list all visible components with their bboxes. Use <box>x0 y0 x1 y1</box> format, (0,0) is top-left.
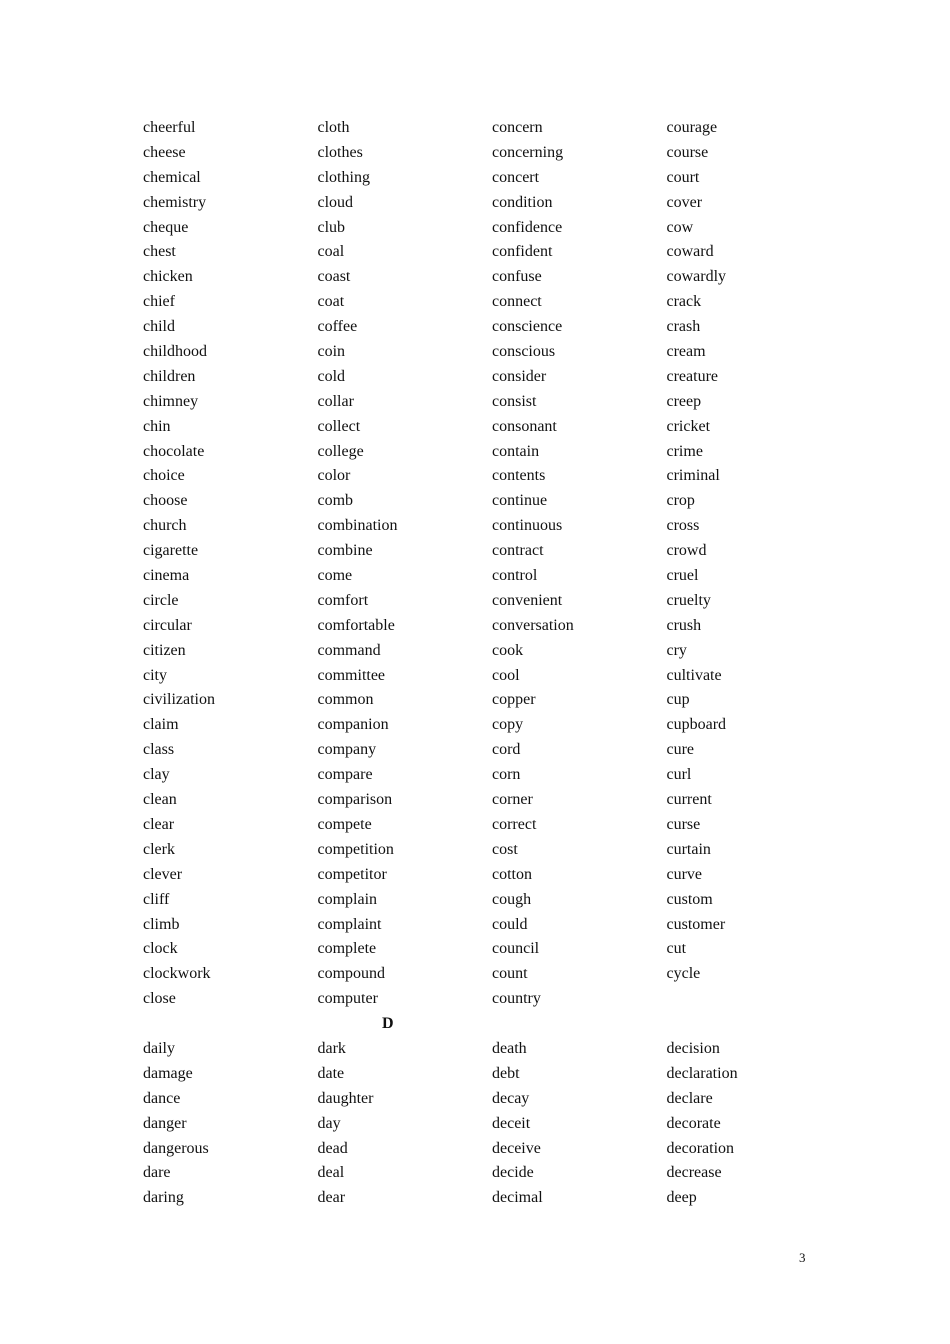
word-entry: clothes <box>317 143 363 161</box>
word-entry: committee <box>317 666 386 684</box>
word-entry: compete <box>317 815 372 833</box>
word-entry: clean <box>143 791 177 809</box>
word-entry: cultivate <box>666 666 722 684</box>
word-entry: condition <box>492 193 553 211</box>
word-entry: consider <box>492 367 547 385</box>
word-entry: deceive <box>492 1139 541 1157</box>
word-entry: court <box>666 168 700 186</box>
word-entry: cupboard <box>666 716 727 734</box>
word-entry: clerk <box>143 840 175 858</box>
word-entry: comparison <box>317 791 393 809</box>
word-entry: cheerful <box>143 119 196 136</box>
word-entry: decorate <box>666 1114 721 1132</box>
word-entry: crop <box>666 492 695 510</box>
word-list-d <box>143 1037 841 1211</box>
word-entry: complaint <box>317 915 382 933</box>
word-entry: close <box>143 990 176 1008</box>
word-entry: correct <box>492 815 537 833</box>
word-entry: cough <box>492 890 532 908</box>
word-entry: current <box>666 791 712 809</box>
word-entry: cheque <box>143 218 189 236</box>
word-entry: chief <box>143 293 175 311</box>
word-entry: clay <box>143 766 170 784</box>
word-entry: conscience <box>492 318 563 336</box>
word-entry: dark <box>317 1040 346 1057</box>
word-entry: daily <box>143 1040 175 1057</box>
word-entry: decay <box>492 1089 530 1107</box>
word-entry: dead <box>317 1139 348 1157</box>
word-entry: circular <box>143 616 192 634</box>
word-entry: claim <box>143 716 179 734</box>
word-entry: contents <box>492 467 546 485</box>
word-entry: country <box>492 990 541 1008</box>
word-entry: coin <box>317 343 346 361</box>
word-list-c <box>143 116 841 1012</box>
word-entry: choose <box>143 492 188 510</box>
word-entry: cowardly <box>666 268 727 286</box>
word-entry: cup <box>666 691 690 709</box>
word-entry: conscious <box>492 343 556 361</box>
word-entry: concerning <box>492 143 564 161</box>
word-entry: confidence <box>492 218 563 236</box>
word-entry: color <box>317 467 351 485</box>
word-entry: concern <box>492 119 543 136</box>
word-entry: contract <box>492 542 544 560</box>
word-entry: cheese <box>143 143 186 161</box>
word-entry: citizen <box>143 641 186 659</box>
page-number: 3 <box>799 1250 806 1265</box>
word-column-2 <box>318 1037 493 1211</box>
word-entry: cold <box>317 367 346 385</box>
word-entry: compound <box>317 965 386 983</box>
word-entry: children <box>143 367 196 385</box>
word-entry: college <box>317 442 364 460</box>
word-column-3 <box>492 116 667 1012</box>
word-entry: compare <box>317 766 373 784</box>
word-entry: collect <box>317 417 361 435</box>
word-entry: command <box>317 641 381 659</box>
word-entry: concert <box>492 168 540 186</box>
word-entry: continuous <box>492 517 563 535</box>
word-entry: choice <box>143 467 185 485</box>
word-entry: creature <box>666 367 719 385</box>
word-entry: consist <box>492 392 537 410</box>
word-entry: cow <box>666 218 694 236</box>
word-entry: chimney <box>143 392 199 410</box>
word-entry: cut <box>666 940 687 958</box>
word-entry: competition <box>317 840 394 858</box>
word-entry: daughter <box>317 1089 374 1107</box>
word-entry: crush <box>666 616 702 634</box>
word-entry: cruel <box>666 567 699 585</box>
word-entry: customer <box>666 915 726 933</box>
word-column-1 <box>143 1037 318 1211</box>
word-entry: cinema <box>143 567 190 585</box>
word-entry: daring <box>143 1189 184 1207</box>
word-entry: curtain <box>666 840 711 858</box>
word-entry: creep <box>666 392 702 410</box>
word-entry: class <box>143 741 175 759</box>
word-entry: cry <box>666 641 687 659</box>
word-entry: clockwork <box>143 965 211 983</box>
word-entry: debt <box>492 1064 520 1082</box>
word-entry: could <box>492 915 528 933</box>
word-entry: chicken <box>143 268 193 286</box>
word-entry: count <box>492 965 528 983</box>
word-entry: crack <box>666 293 702 311</box>
word-entry: courage <box>666 119 718 136</box>
word-entry: curse <box>666 815 701 833</box>
word-entry: criminal <box>666 467 720 485</box>
word-entry: cost <box>492 840 518 858</box>
word-entry: connect <box>492 293 542 311</box>
word-entry: damage <box>143 1064 193 1082</box>
word-entry: crime <box>666 442 703 460</box>
word-entry: deceit <box>492 1114 531 1132</box>
word-entry: date <box>317 1064 345 1082</box>
word-entry: decoration <box>666 1139 735 1157</box>
word-entry: danger <box>143 1114 187 1132</box>
word-entry: comfortable <box>317 616 395 634</box>
word-entry: day <box>317 1114 341 1132</box>
word-column-2 <box>318 116 493 1012</box>
word-entry: chest <box>143 243 176 261</box>
word-entry: church <box>143 517 187 535</box>
word-entry: curl <box>666 766 692 784</box>
word-entry: corn <box>492 766 521 784</box>
word-entry: coat <box>317 293 345 311</box>
word-entry: deep <box>666 1189 697 1207</box>
word-column-4 <box>667 116 842 1012</box>
word-entry: combine <box>317 542 373 560</box>
word-entry: confuse <box>492 268 542 286</box>
word-entry: continue <box>492 492 548 510</box>
word-entry: come <box>317 567 353 585</box>
word-entry: cloud <box>317 193 354 211</box>
word-column-1 <box>143 116 318 1012</box>
word-entry: competitor <box>317 865 387 883</box>
word-column-4 <box>667 1037 842 1211</box>
word-entry: dare <box>143 1164 171 1182</box>
word-entry: crowd <box>666 542 707 560</box>
word-entry: conversation <box>492 616 574 634</box>
word-entry: consonant <box>492 417 557 435</box>
word-entry: company <box>317 741 377 759</box>
word-entry: computer <box>317 990 378 1008</box>
word-column-3 <box>492 1037 667 1211</box>
word-entry: clear <box>143 815 175 833</box>
word-entry: cream <box>666 343 706 361</box>
word-entry: deal <box>317 1164 345 1182</box>
word-entry: curve <box>666 865 703 883</box>
word-entry: cook <box>492 641 524 659</box>
word-entry: circle <box>143 591 179 609</box>
word-entry: civilization <box>143 691 215 709</box>
word-entry: climb <box>143 915 180 933</box>
word-entry: cotton <box>492 865 532 883</box>
word-entry: chin <box>143 417 171 435</box>
word-entry: coal <box>317 243 345 261</box>
word-entry: combination <box>317 517 398 535</box>
word-entry: dear <box>317 1189 346 1207</box>
word-entry: chemistry <box>143 193 207 211</box>
word-entry: complete <box>317 940 377 958</box>
word-entry: cool <box>492 666 520 684</box>
word-entry: dangerous <box>143 1139 209 1157</box>
letter-heading-d: D <box>382 1015 394 1032</box>
word-entry: decision <box>666 1040 720 1057</box>
word-entry: city <box>143 666 167 684</box>
word-entry: chemical <box>143 168 201 186</box>
word-entry: club <box>317 218 346 236</box>
word-entry: declaration <box>666 1064 738 1082</box>
word-entry: custom <box>666 890 713 908</box>
word-entry: cruelty <box>666 591 711 609</box>
word-entry: clock <box>143 940 178 958</box>
word-entry: comb <box>317 492 354 510</box>
word-entry: cure <box>666 741 695 759</box>
word-entry: control <box>492 567 538 585</box>
word-entry: course <box>666 143 709 161</box>
word-entry: declare <box>666 1089 713 1107</box>
word-entry: cycle <box>666 965 701 983</box>
word-entry: collar <box>317 392 354 410</box>
word-entry: decimal <box>492 1189 543 1207</box>
word-entry: clever <box>143 865 183 883</box>
word-entry: cover <box>666 193 703 211</box>
word-entry: convenient <box>492 591 563 609</box>
word-entry: crash <box>666 318 701 336</box>
word-entry: coast <box>317 268 351 286</box>
word-entry: copy <box>492 716 524 734</box>
word-entry: dance <box>143 1089 181 1107</box>
word-entry: confident <box>492 243 553 261</box>
word-entry: death <box>492 1040 527 1057</box>
word-entry: council <box>492 940 540 958</box>
word-entry: contain <box>492 442 540 460</box>
word-entry: cord <box>492 741 521 759</box>
word-entry: companion <box>317 716 389 734</box>
word-entry: complain <box>317 890 378 908</box>
word-entry: cross <box>666 517 700 535</box>
word-entry: childhood <box>143 343 207 361</box>
word-entry: chocolate <box>143 442 205 460</box>
word-entry: decide <box>492 1164 534 1182</box>
word-entry: decrease <box>666 1164 722 1182</box>
word-entry: cricket <box>666 417 711 435</box>
word-entry: cigarette <box>143 542 199 560</box>
word-entry: cliff <box>143 890 170 908</box>
word-entry: corner <box>492 791 533 809</box>
word-entry: clothing <box>317 168 370 186</box>
word-entry: copper <box>492 691 536 709</box>
word-entry: coward <box>666 243 714 261</box>
word-entry: common <box>317 691 374 709</box>
word-entry: coffee <box>317 318 358 336</box>
word-entry: comfort <box>317 591 369 609</box>
word-entry: cloth <box>317 119 350 136</box>
word-entry: child <box>143 318 175 336</box>
